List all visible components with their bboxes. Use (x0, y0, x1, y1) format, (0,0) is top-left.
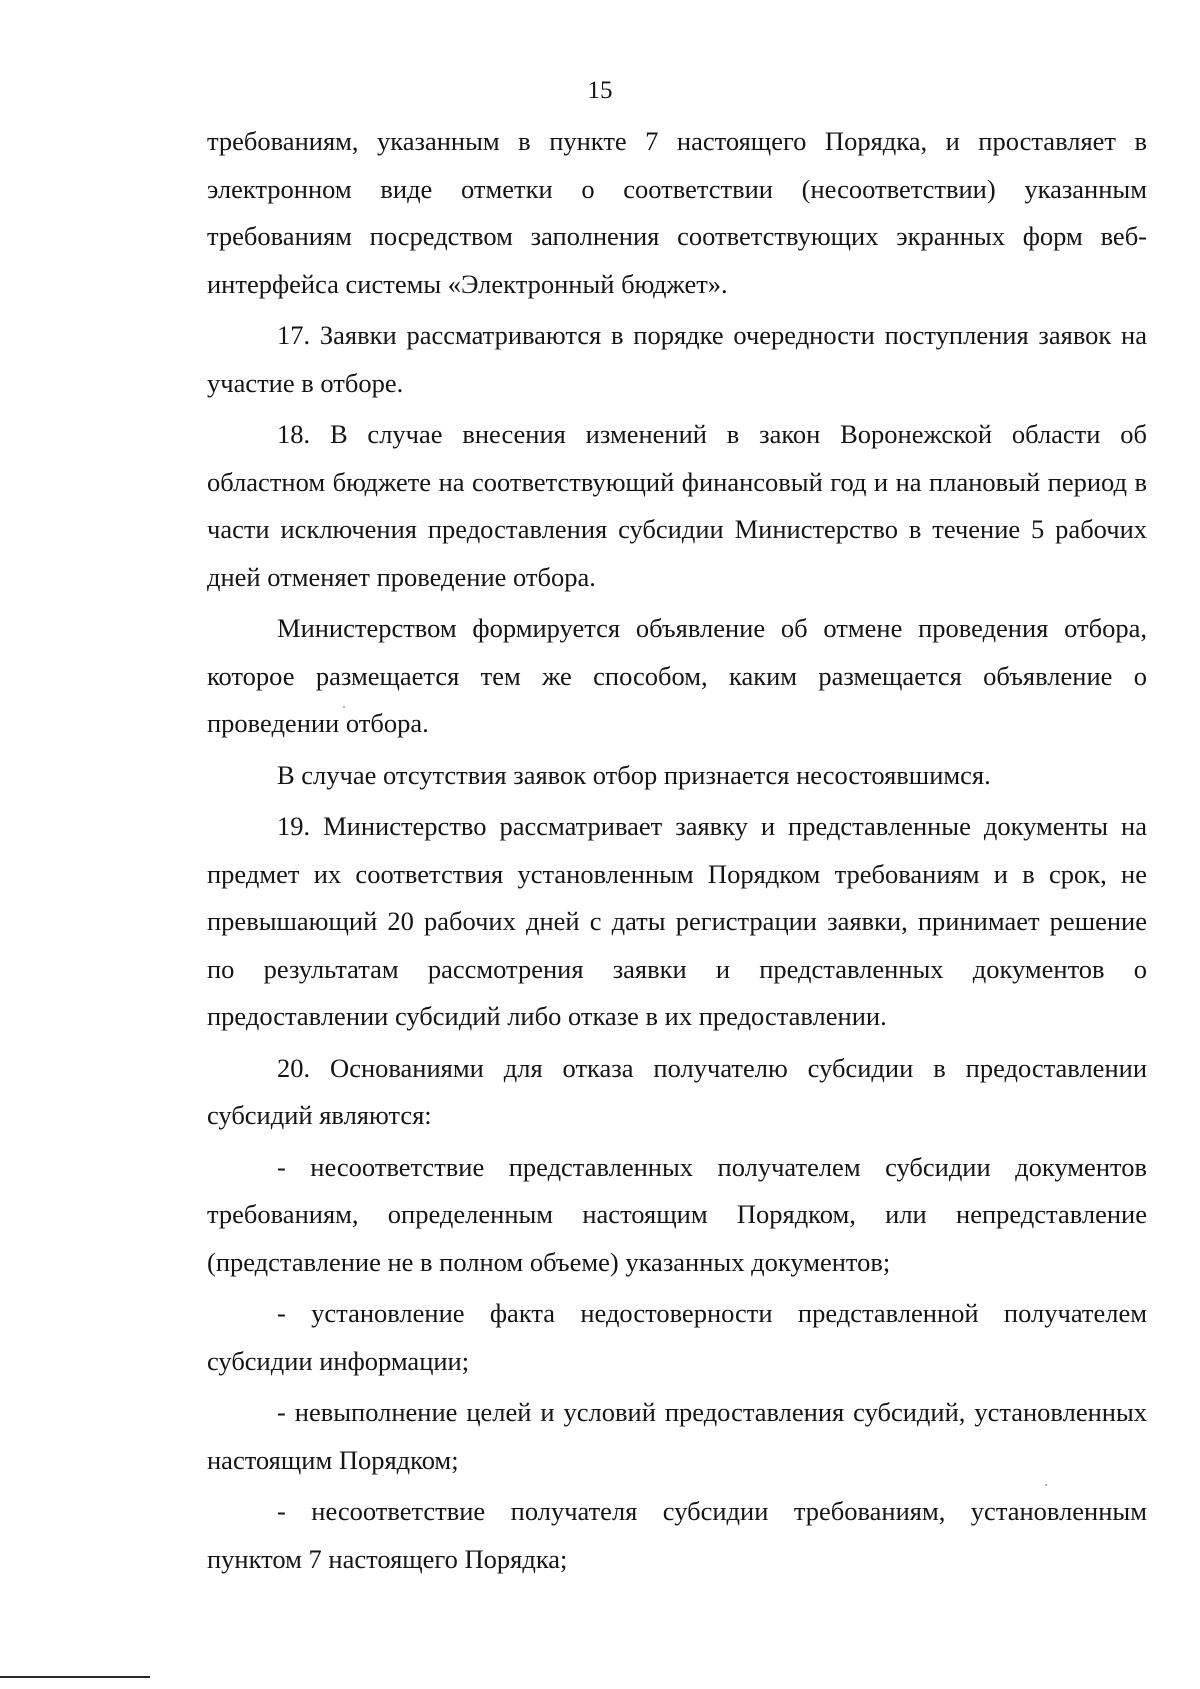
document-body (207, 118, 1147, 1587)
scan-speck (1045, 1484, 1047, 1486)
list-item-documents-mismatch: - несоответствие представленных получателем субсидии документов требованиям, определенным настоящим Порядком, или непредставление (представление не в полном объеме) указанных документов; (207, 1151, 1147, 1277)
paragraph-item-20: 20. Основаниями для отказа получателю субсидии в предоставлении субсидий являются: (207, 1052, 1147, 1130)
scan-speck (343, 706, 345, 708)
page-number: 15 (587, 77, 613, 104)
paragraph-item-19: 19. Министерство рассматривает заявку и представленные документы на предмет их соответствия установленным Порядком требованиям и в срок, не превышающий 20 рабочих дней с даты регистрации заявки, принимает решение по результатам рассмотрения заявки и представленных документов о предоставлении субсидий либо отказе в их предоставлении. (207, 811, 1147, 1031)
list-item-requirements-mismatch: - несоответствие получателя субсидии требованиям, установленным пунктом 7 настоящего Порядка; (207, 1496, 1147, 1574)
paragraph-item-18: 18. В случае внесения изменений в закон Воронежской области об областном бюджете на соответствующий финансовый год и на плановый период в части исключения предоставления субсидии Министерство в течение 5 рабочих дней отменяет проведение отбора. (207, 419, 1147, 592)
paragraph-cancellation-notice: Министерством формируется объявление об отмене проведения отбора, которое размещается тем же способом, каким размещается объявление о проведении отбора. (207, 613, 1147, 738)
list-item-conditions-not-met: - невыполнение целей и условий предоставления субсидий, установленных настоящим Порядком; (207, 1397, 1147, 1475)
list-item-false-information: - установление факта недостоверности представленной получателем субсидии информации; (207, 1298, 1147, 1376)
footer-rule (0, 1676, 150, 1678)
paragraph-continuation: требованиям, указанным в пункте 7 настоящего Порядка, и проставляет в электронном виде отметки о соответствии (несоответствии) указанным требованиям посредством заполнения соответствующих экранных форм веб-интерфейса системы «Электронный бюджет». (207, 126, 1147, 299)
paragraph-no-applications: В случае отсутствия заявок отбор признается несостоявшимся. (277, 759, 991, 790)
paragraph-item-17: 17. Заявки рассматриваются в порядке очередности поступления заявок на участие в отборе. (207, 320, 1147, 398)
